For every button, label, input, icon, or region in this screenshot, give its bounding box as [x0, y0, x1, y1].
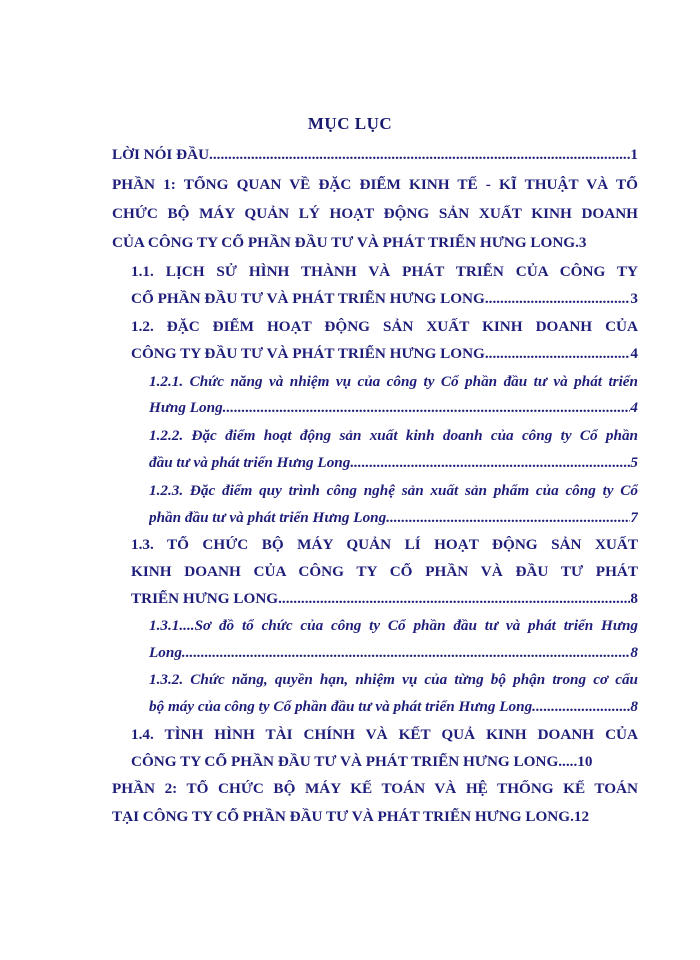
toc-entry-label: CỦA CÔNG TY CỔ PHẦN ĐẦU TƯ VÀ PHÁT TRIỂN HƯNG LONG.	[112, 234, 579, 251]
toc-entry-phan-2-line-2[interactable]	[112, 808, 638, 826]
toc-entry-phan-2-line-1[interactable]: PHẦN 2: TỔ CHỨC BỘ MÁY KẾ TOÁN VÀ HỆ THỐNG KẾ TOÁN	[112, 780, 638, 797]
toc-page-number: 7	[630, 509, 638, 526]
toc-page-number: 8	[630, 590, 638, 607]
toc-leader-dots	[209, 146, 630, 164]
toc-entry-1-3-2-line-2[interactable]	[149, 698, 638, 716]
toc-entry-1-3-line-3[interactable]	[131, 590, 638, 608]
toc-leader-dots	[354, 454, 630, 472]
toc-entry-1-3-line-2[interactable]: KINH DOANH CỦA CÔNG TY CỔ PHẦN VÀ ĐẦU TƯ PHÁT	[131, 563, 638, 580]
toc-entry-1-2-1-line-2[interactable]	[149, 399, 638, 417]
toc-page-number: 10	[577, 753, 593, 770]
toc-leader-dots	[489, 345, 631, 363]
toc-page-number: 12	[573, 808, 590, 825]
toc-entry-loi-noi-dau[interactable]	[112, 146, 638, 164]
toc-leader-dots	[226, 399, 630, 417]
toc-entry-1-1-line-1[interactable]: 1.1. LỊCH SỬ HÌNH THÀNH VÀ PHÁT TRIỂN CỦA CÔNG TY	[131, 263, 638, 280]
toc-page-number: 8	[630, 644, 638, 661]
toc-entry-1-2-1-line-1[interactable]: 1.2.1. Chức năng và nhiệm vụ của công ty Cổ phần đầu tư và phát triển	[149, 373, 638, 390]
toc-page-number: 4	[630, 345, 638, 362]
toc-page-number: 3	[630, 290, 638, 307]
toc-entry-1-3-1-line-2[interactable]	[149, 644, 638, 662]
toc-entry-1-2-line-1[interactable]: 1.2. ĐẶC ĐIỂM HOẠT ĐỘNG SẢN XUẤT KINH DOANH CỦA	[131, 318, 638, 335]
toc-entry-1-4-line-2[interactable]	[131, 753, 638, 771]
toc-entry-1-2-2-line-2[interactable]	[149, 454, 638, 472]
toc-entry-label: TRIỂN HƯNG LONG	[131, 590, 279, 607]
toc-entry-1-3-2-line-1[interactable]: 1.3.2. Chức năng, quyền hạn, nhiệm vụ của từng bộ phận trong cơ cấu	[149, 671, 638, 688]
toc-page-number: 3	[578, 234, 587, 251]
toc-leader-dots	[278, 590, 630, 608]
toc-entry-1-3-line-1[interactable]: 1.3. TỔ CHỨC BỘ MÁY QUẢN LÍ HOẠT ĐỘNG SẢN XUẤT	[131, 536, 638, 553]
toc-page-number: 4	[630, 399, 638, 416]
toc-entry-label: TẠI CÔNG TY CỔ PHẦN ĐẦU TƯ VÀ PHÁT TRIỂN HƯNG LONG.	[112, 808, 574, 825]
toc-entry-1-3-1-line-1[interactable]: 1.3.1....Sơ đồ tổ chức của công ty Cổ phần đầu tư và phát triển Hưng	[149, 617, 638, 634]
toc-page-number: 5	[630, 454, 638, 471]
toc-leader-dots	[489, 290, 631, 308]
toc-entry-1-4-line-1[interactable]: 1.4. TÌNH HÌNH TÀI CHÍNH VÀ KẾT QUẢ KINH DOANH CỦA	[131, 726, 638, 743]
toc-leader-dots	[390, 509, 630, 527]
toc-entry-label: phần đầu tư và phát triển Hưng Long.	[149, 509, 390, 526]
toc-entry-label: Long.	[149, 644, 186, 661]
toc-entry-1-1-line-2[interactable]	[131, 290, 638, 308]
toc-entry-label: bộ máy của công ty Cổ phần đầu tư và phát triển Hưng Long.	[149, 698, 536, 715]
toc-page-number: 1	[630, 146, 638, 163]
toc-entry-label: CÔNG TY ĐẦU TƯ VÀ PHÁT TRIỂN HƯNG LONG.	[131, 345, 489, 362]
toc-entry-1-2-line-2[interactable]	[131, 345, 638, 363]
toc-leader-dots	[536, 698, 630, 716]
toc-entry-label: CÔNG TY CỔ PHẦN ĐẦU TƯ VÀ PHÁT TRIỂN HƯNG LONG.....	[131, 753, 578, 770]
toc-entry-label: CỔ PHẦN ĐẦU TƯ VÀ PHÁT TRIỂN HƯNG LONG.	[131, 290, 489, 307]
toc-entry-phan-1-line-3[interactable]	[112, 234, 638, 252]
toc-entry-1-2-3-line-1[interactable]: 1.2.3. Đặc điểm quy trình công nghệ sản xuất sản phẩm của công ty Cổ	[149, 482, 638, 499]
toc-entry-1-2-3-line-2[interactable]	[149, 509, 638, 527]
toc-page-number: 8	[630, 698, 638, 715]
toc-entry-phan-1-line-2[interactable]: CHỨC BỘ MÁY QUẢN LÝ HOẠT ĐỘNG SẢN XUẤT KINH DOANH	[112, 205, 638, 222]
toc-entry-label: LỜI NÓI ĐẦU	[112, 146, 210, 163]
toc-entry-phan-1-line-1[interactable]: PHẦN 1: TỔNG QUAN VỀ ĐẶC ĐIỂM KINH TẾ - KĨ THUẬT VÀ TỔ	[112, 176, 638, 193]
toc-leader-dots	[186, 644, 631, 662]
toc-entry-1-2-2-line-1[interactable]: 1.2.2. Đặc điểm hoạt động sản xuất kinh doanh của công ty Cổ phần	[149, 427, 638, 444]
toc-entry-label: đầu tư và phát triển Hưng Long.	[149, 454, 355, 471]
toc-entry-label: Hưng Long.	[149, 399, 227, 416]
page-title: MỤC LỤC	[307, 114, 393, 133]
